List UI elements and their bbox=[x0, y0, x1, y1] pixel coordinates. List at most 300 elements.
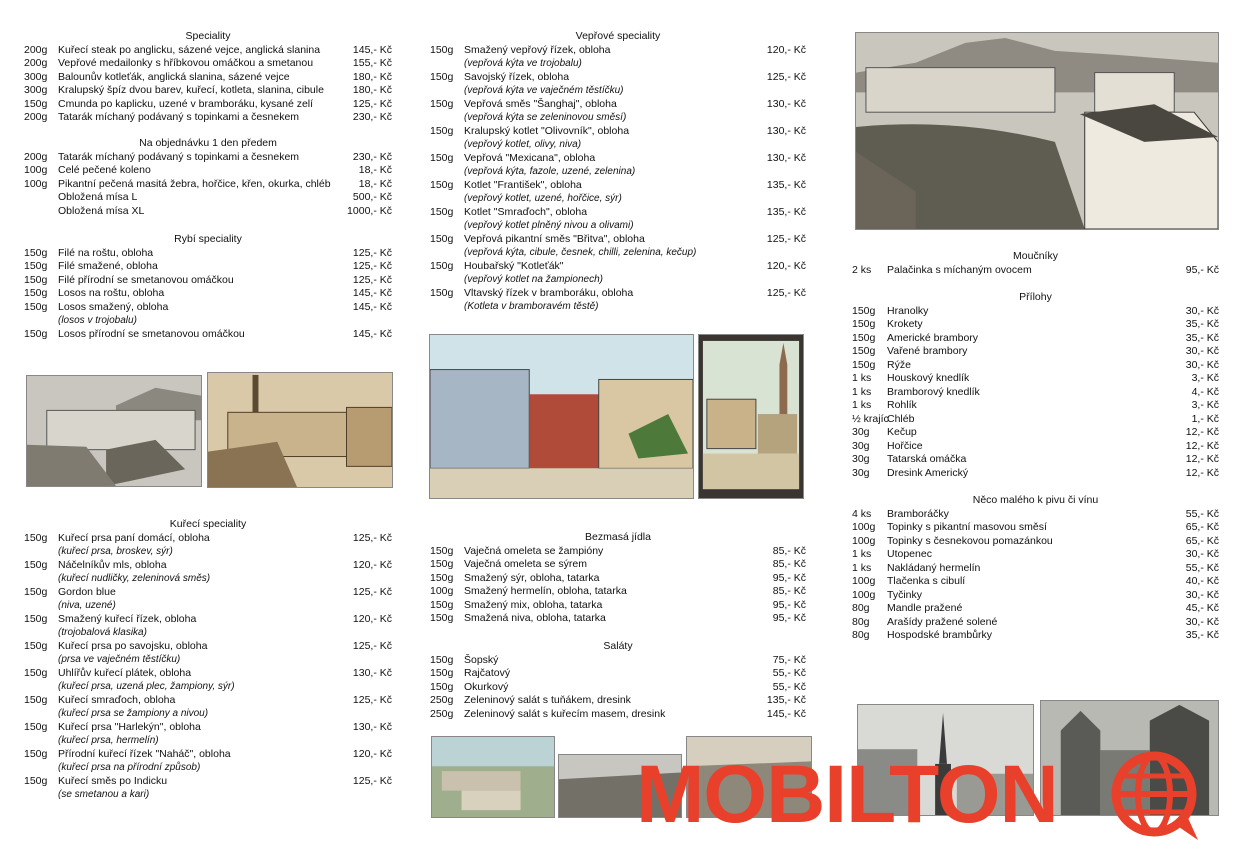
item-name: Rýže bbox=[887, 358, 911, 371]
item-price: 130,- Kč bbox=[766, 124, 806, 137]
item-quantity: 150g bbox=[852, 304, 876, 317]
item-name: Losos na roštu, obloha bbox=[58, 287, 165, 299]
item-quantity: 250g bbox=[430, 694, 454, 706]
menu-item bbox=[852, 440, 1219, 454]
item-name: Kuřecí prsa paní domácí, obloha bbox=[58, 531, 210, 544]
item-name: Šopský bbox=[464, 653, 499, 666]
item-name: Cmunda po kaplicku, uzené v bramboráku, kysané zelí bbox=[58, 97, 314, 110]
section-specialty bbox=[24, 30, 392, 125]
item-price: 12,- Kč bbox=[1185, 466, 1219, 479]
item-description bbox=[24, 314, 392, 328]
menu-item bbox=[430, 125, 806, 139]
item-quantity: 150g bbox=[24, 287, 48, 299]
item-price: 120,- Kč bbox=[766, 43, 806, 56]
item-name: Smažený mix, obloha, tatarka bbox=[464, 598, 603, 611]
item-price: 125,- Kč bbox=[352, 97, 392, 110]
item-quantity: 150g bbox=[24, 246, 48, 259]
item-description-text: (kuřecí prsa, uzená plec, žampiony, sýr) bbox=[58, 681, 235, 692]
logo-wordmark: MOBILTON bbox=[636, 749, 1058, 840]
item-quantity: 150g bbox=[24, 774, 48, 787]
menu-item bbox=[24, 98, 392, 112]
menu-item bbox=[852, 575, 1219, 589]
menu-item bbox=[24, 57, 392, 71]
item-price: 145,- Kč bbox=[352, 287, 392, 299]
item-quantity: 150g bbox=[430, 286, 454, 299]
item-price: 95,- Kč bbox=[772, 598, 806, 611]
item-quantity: 150g bbox=[430, 259, 454, 272]
menu-item bbox=[430, 287, 806, 301]
item-quantity: ½ krajíc bbox=[852, 412, 889, 425]
item-name: Obložená mísa L bbox=[58, 191, 138, 203]
item-quantity: 150g bbox=[24, 558, 48, 571]
item-price: 130,- Kč bbox=[352, 666, 392, 679]
menu-item bbox=[24, 164, 392, 178]
menu-item bbox=[24, 586, 392, 600]
item-description bbox=[24, 788, 392, 802]
mobilton-logo bbox=[636, 750, 1226, 840]
item-name: Rajčatový bbox=[464, 667, 511, 679]
item-quantity: 200g bbox=[24, 43, 48, 56]
menu-item bbox=[852, 535, 1219, 549]
item-price: 125,- Kč bbox=[766, 286, 806, 299]
menu-item bbox=[430, 152, 806, 166]
item-quantity: 150g bbox=[24, 97, 48, 110]
menu-item bbox=[430, 179, 806, 193]
menu-item bbox=[24, 328, 392, 342]
item-name: Pikantní pečená masitá žebra, hořčice, křen, okurka, chléb bbox=[58, 177, 331, 190]
item-quantity: 150g bbox=[430, 70, 454, 83]
item-quantity: 150g bbox=[430, 558, 454, 570]
item-price: 135,- Kč bbox=[766, 178, 806, 191]
item-price: 85,- Kč bbox=[772, 585, 806, 597]
section-title: Přílohy bbox=[1019, 291, 1052, 303]
item-quantity: 30g bbox=[852, 466, 870, 479]
menu-item bbox=[24, 111, 392, 125]
section-sides bbox=[852, 291, 1219, 480]
item-description-text: (vepřová kýta ve trojobalu) bbox=[464, 58, 582, 69]
item-name: Celé pečené koleno bbox=[58, 164, 151, 176]
item-name: Smažený hermelín, obloha, tatarka bbox=[464, 585, 627, 597]
item-quantity: 2 ks bbox=[852, 263, 872, 276]
item-quantity: 150g bbox=[430, 97, 454, 110]
item-name: Houskový knedlík bbox=[887, 372, 970, 384]
item-description-text: (niva, uzené) bbox=[58, 600, 116, 611]
item-price: 125,- Kč bbox=[352, 585, 392, 598]
item-quantity: 150g bbox=[24, 639, 48, 652]
item-quantity: 150g bbox=[24, 260, 48, 272]
panorama-photo-color bbox=[431, 736, 555, 818]
item-name: Okurkový bbox=[464, 680, 509, 693]
item-description-text: (vepřový kotlet plněný nivou a olivami) bbox=[464, 220, 634, 231]
item-description-text: (prsa ve vaječném těstíčku) bbox=[58, 654, 181, 665]
item-price: 125,- Kč bbox=[766, 232, 806, 245]
item-description-text: (trojobalová klasika) bbox=[58, 627, 147, 638]
item-name: Obložená mísa XL bbox=[58, 204, 145, 217]
item-price: 230,- Kč bbox=[352, 150, 392, 163]
item-price: 45,- Kč bbox=[1185, 602, 1219, 614]
item-quantity: 80g bbox=[852, 629, 870, 641]
item-quantity: 150g bbox=[430, 667, 454, 679]
item-name: Palačinka s míchaným ovocem bbox=[887, 263, 1032, 276]
item-name: Vařené brambory bbox=[887, 345, 968, 357]
item-quantity: 1 ks bbox=[852, 372, 872, 384]
item-quantity: 150g bbox=[430, 571, 454, 584]
menu-item bbox=[852, 616, 1219, 630]
item-price: 12,- Kč bbox=[1185, 426, 1219, 438]
item-quantity: 200g bbox=[24, 111, 48, 123]
section-title: Bezmasá jídla bbox=[585, 531, 651, 543]
item-price: 135,- Kč bbox=[766, 205, 806, 218]
menu-item bbox=[24, 260, 392, 274]
item-quantity: 150g bbox=[430, 612, 454, 624]
item-description-text: (losos v trojobalu) bbox=[58, 315, 137, 326]
item-price: 145,- Kč bbox=[352, 43, 392, 56]
item-name: Filé smažené, obloha bbox=[58, 260, 158, 272]
menu-item bbox=[852, 359, 1219, 373]
town-photo-grey-left bbox=[26, 375, 202, 487]
item-price: 145,- Kč bbox=[766, 707, 806, 720]
item-name: Gordon blue bbox=[58, 585, 116, 598]
item-name: Tatarák míchaný podávaný s topinkami a česnekem bbox=[58, 150, 300, 163]
item-quantity: 150g bbox=[24, 300, 48, 313]
item-name: Kotlet "František", obloha bbox=[464, 178, 582, 191]
item-price: 130,- Kč bbox=[352, 720, 392, 733]
item-quantity: 100g bbox=[852, 588, 876, 601]
menu-item bbox=[24, 301, 392, 315]
item-description bbox=[24, 626, 392, 640]
section-salads bbox=[430, 640, 806, 721]
menu-item bbox=[852, 332, 1219, 346]
item-name: Nakládaný hermelín bbox=[887, 561, 981, 574]
item-name: Hospodské brambůrky bbox=[887, 629, 993, 641]
item-price: 85,- Kč bbox=[772, 544, 806, 557]
section-fish bbox=[24, 233, 392, 341]
item-name: Zeleninový salát s kuřecím masem, dresink bbox=[464, 707, 666, 720]
menu-item bbox=[852, 562, 1219, 576]
menu-item bbox=[24, 640, 392, 654]
item-price: 125,- Kč bbox=[352, 774, 392, 787]
menu-item bbox=[24, 247, 392, 261]
item-name: Smažený vepřový řízek, obloha bbox=[464, 43, 611, 56]
item-quantity: 150g bbox=[24, 747, 48, 760]
item-price: 30,- Kč bbox=[1185, 304, 1219, 317]
item-quantity: 100g bbox=[852, 534, 876, 547]
item-quantity: 150g bbox=[24, 531, 48, 544]
section-title: Speciality bbox=[185, 30, 231, 42]
menu-item bbox=[852, 399, 1219, 413]
item-name: Vltavský řízek v bramboráku, obloha bbox=[464, 286, 634, 299]
menu-item bbox=[852, 589, 1219, 603]
item-price: 65,- Kč bbox=[1185, 521, 1219, 533]
item-quantity: 80g bbox=[852, 602, 870, 614]
menu-item bbox=[24, 721, 392, 735]
item-name: Losos přírodní se smetanovou omáčkou bbox=[58, 327, 245, 340]
item-description bbox=[430, 57, 806, 71]
item-name: Savojský řízek, obloha bbox=[464, 70, 570, 83]
menu-item bbox=[430, 681, 806, 695]
item-price: 30,- Kč bbox=[1185, 615, 1219, 628]
item-quantity: 150g bbox=[430, 232, 454, 245]
item-quantity: 300g bbox=[24, 70, 48, 83]
menu-item bbox=[24, 532, 392, 546]
menu-item bbox=[430, 694, 806, 708]
item-name: Dresink Americký bbox=[887, 466, 969, 479]
item-price: 500,- Kč bbox=[352, 191, 392, 203]
item-description-text: (kuřecí prsa, broskev, sýr) bbox=[58, 546, 173, 557]
item-quantity: 150g bbox=[852, 318, 876, 330]
item-description bbox=[24, 545, 392, 559]
item-price: 120,- Kč bbox=[352, 612, 392, 625]
item-price: 180,- Kč bbox=[352, 84, 392, 96]
menu-item bbox=[852, 508, 1219, 522]
menu-item bbox=[24, 191, 392, 205]
item-quantity: 150g bbox=[852, 358, 876, 371]
item-quantity: 30g bbox=[852, 426, 870, 438]
item-price: 145,- Kč bbox=[352, 300, 392, 313]
item-quantity: 1 ks bbox=[852, 399, 872, 411]
menu-item bbox=[430, 667, 806, 681]
item-quantity: 100g bbox=[430, 585, 454, 597]
item-quantity: 150g bbox=[430, 178, 454, 191]
menu-item bbox=[430, 572, 806, 586]
item-name: Hořčice bbox=[887, 439, 923, 452]
item-price: 125,- Kč bbox=[766, 70, 806, 83]
menu-item bbox=[430, 206, 806, 220]
menu-item bbox=[24, 748, 392, 762]
item-quantity: 30g bbox=[852, 439, 870, 452]
item-price: 95,- Kč bbox=[772, 571, 806, 584]
item-name: Smažená niva, obloha, tatarka bbox=[464, 612, 606, 624]
item-description bbox=[24, 707, 392, 721]
factory-photo-sepia bbox=[207, 372, 393, 488]
item-name: Vepřová směs "Šanghaj", obloha bbox=[464, 97, 617, 110]
item-description-text: (se smetanou a kari) bbox=[58, 789, 150, 800]
item-description bbox=[430, 138, 806, 152]
item-description bbox=[430, 273, 806, 287]
menu-item bbox=[852, 264, 1219, 278]
item-price: 30,- Kč bbox=[1185, 358, 1219, 371]
item-description bbox=[430, 192, 806, 206]
section-pork bbox=[430, 30, 806, 314]
menu-item bbox=[24, 667, 392, 681]
item-quantity: 150g bbox=[24, 327, 48, 340]
menu-item bbox=[24, 151, 392, 165]
item-quantity: 150g bbox=[430, 653, 454, 666]
item-quantity: 100g bbox=[24, 177, 48, 190]
item-description-text: (vepřový kotlet na žampionech) bbox=[464, 274, 603, 285]
item-quantity: 200g bbox=[24, 150, 48, 163]
item-price: 12,- Kč bbox=[1185, 439, 1219, 452]
menu-item bbox=[852, 521, 1219, 535]
item-description bbox=[24, 572, 392, 586]
item-price: 125,- Kč bbox=[352, 246, 392, 259]
item-quantity: 150g bbox=[24, 273, 48, 286]
menu-item bbox=[24, 178, 392, 192]
item-price: 95,- Kč bbox=[772, 612, 806, 624]
item-quantity: 150g bbox=[24, 720, 48, 733]
item-quantity: 150g bbox=[430, 124, 454, 137]
item-name: Rohlík bbox=[887, 399, 917, 411]
item-price: 130,- Kč bbox=[766, 151, 806, 164]
item-description bbox=[24, 761, 392, 775]
menu-item bbox=[430, 71, 806, 85]
item-name: Vaječná omeleta se žampióny bbox=[464, 544, 604, 557]
item-price: 95,- Kč bbox=[1185, 263, 1219, 276]
section-title: Vepřové speciality bbox=[575, 30, 661, 42]
menu-item bbox=[24, 775, 392, 789]
item-quantity: 4 ks bbox=[852, 507, 872, 520]
menu-item bbox=[852, 453, 1219, 467]
item-price: 3,- Kč bbox=[1191, 399, 1219, 411]
item-price: 30,- Kč bbox=[1185, 345, 1219, 357]
item-description-text: (vepřový kotlet, uzené, hořčice, sýr) bbox=[464, 193, 622, 204]
globe-icon bbox=[1088, 750, 1220, 840]
item-name: Utopenec bbox=[887, 548, 932, 560]
item-name: Vepřová pikantní směs "Břitva", obloha bbox=[464, 232, 645, 245]
item-price: 145,- Kč bbox=[352, 327, 392, 340]
menu-item bbox=[852, 602, 1219, 616]
menu-item bbox=[24, 694, 392, 708]
item-quantity: 150g bbox=[430, 151, 454, 164]
item-price: 40,- Kč bbox=[1185, 575, 1219, 587]
item-quantity: 100g bbox=[24, 164, 48, 176]
item-name: Kuřecí prsa po savojsku, obloha bbox=[58, 639, 208, 652]
item-price: 120,- Kč bbox=[352, 747, 392, 760]
town-photo-sepia-top bbox=[855, 32, 1219, 230]
item-quantity: 150g bbox=[24, 585, 48, 598]
item-name: Mandle pražené bbox=[887, 602, 963, 614]
item-price: 18,- Kč bbox=[358, 177, 392, 190]
item-price: 55,- Kč bbox=[1185, 507, 1219, 520]
item-quantity: 150g bbox=[430, 598, 454, 611]
item-name: Kralupský špíz dvou barev, kuřecí, kotleta, slanina, cibule bbox=[58, 84, 324, 96]
item-description-text: (vepřová kýta se zeleninovou směsí) bbox=[464, 112, 627, 123]
menu-item bbox=[852, 413, 1219, 427]
item-quantity: 150g bbox=[852, 345, 876, 357]
item-description bbox=[24, 680, 392, 694]
item-name: Kotlet "Smraďoch", obloha bbox=[464, 205, 588, 218]
item-quantity: 150g bbox=[24, 693, 48, 706]
item-quantity: 150g bbox=[24, 612, 48, 625]
menu-item bbox=[430, 260, 806, 274]
section-order-ahead bbox=[24, 137, 392, 218]
item-name: Chléb bbox=[887, 412, 915, 425]
item-quantity: 300g bbox=[24, 84, 48, 96]
item-description bbox=[24, 653, 392, 667]
item-name: Kuřecí směs po Indicku bbox=[58, 774, 168, 787]
menu-item bbox=[24, 44, 392, 58]
item-quantity: 1 ks bbox=[852, 548, 872, 560]
item-price: 230,- Kč bbox=[352, 111, 392, 123]
menu-item bbox=[430, 44, 806, 58]
item-name: Tyčinky bbox=[887, 588, 923, 601]
item-name: Arašídy pražené solené bbox=[887, 615, 998, 628]
item-price: 75,- Kč bbox=[772, 653, 806, 666]
item-name: Tatarská omáčka bbox=[887, 453, 967, 465]
menu-item bbox=[852, 372, 1219, 386]
menu-item bbox=[430, 599, 806, 613]
menu-item bbox=[430, 612, 806, 626]
item-name: Kuřecí prsa "Harlekýn", obloha bbox=[58, 720, 201, 733]
item-description-text: (kuřecí prsa na přírodní způsob) bbox=[58, 762, 201, 773]
menu-item bbox=[24, 205, 392, 219]
item-quantity: 80g bbox=[852, 615, 870, 628]
section-title: Něco malého k pivu či vínu bbox=[972, 494, 1099, 506]
item-price: 155,- Kč bbox=[352, 57, 392, 69]
menu-item bbox=[852, 467, 1219, 481]
item-name: Uhlířův kuřecí plátek, obloha bbox=[58, 666, 192, 679]
item-description bbox=[430, 219, 806, 233]
item-quantity: 1 ks bbox=[852, 385, 872, 398]
item-quantity: 100g bbox=[852, 521, 876, 533]
item-description-text: (vepřová kýta ve vaječném těstíčku) bbox=[464, 85, 624, 96]
menu-item bbox=[430, 545, 806, 559]
section-chicken bbox=[24, 518, 392, 802]
item-price: 55,- Kč bbox=[772, 680, 806, 693]
item-price: 35,- Kč bbox=[1185, 318, 1219, 330]
item-name: Bramborový knedlík bbox=[887, 385, 980, 398]
item-description bbox=[430, 165, 806, 179]
item-name: Topinky s česnekovou pomazánkou bbox=[887, 534, 1053, 547]
item-name: Kuřecí steak po anglicku, sázené vejce, anglická slanina bbox=[58, 43, 321, 56]
item-price: 55,- Kč bbox=[1185, 561, 1219, 574]
section-desserts bbox=[852, 250, 1219, 277]
item-name: Kralupský kotlet "Olivovník", obloha bbox=[464, 124, 630, 137]
item-name: Smažený sýr, obloha, tatarka bbox=[464, 571, 600, 584]
item-description-text: (Kotleta v bramboravém těstě) bbox=[464, 301, 599, 312]
item-price: 4,- Kč bbox=[1191, 385, 1219, 398]
item-price: 55,- Kč bbox=[772, 667, 806, 679]
item-quantity: 150g bbox=[430, 205, 454, 218]
menu-item bbox=[852, 345, 1219, 359]
menu-item bbox=[430, 98, 806, 112]
item-name: Vaječná omeleta se sýrem bbox=[464, 558, 587, 570]
menu-item bbox=[24, 274, 392, 288]
section-title: Rybí speciality bbox=[174, 233, 242, 245]
item-quantity: 250g bbox=[430, 707, 454, 720]
item-name: Vepřová "Mexicana", obloha bbox=[464, 151, 596, 164]
item-price: 125,- Kč bbox=[352, 639, 392, 652]
item-price: 120,- Kč bbox=[766, 259, 806, 272]
item-name: Americké brambory bbox=[887, 331, 979, 344]
item-quantity: 200g bbox=[24, 57, 48, 69]
item-description-text: (vepřová kýta, cibule, česnek, chilli, zelenina, kečup) bbox=[464, 247, 697, 258]
item-quantity: 150g bbox=[430, 680, 454, 693]
menu-item bbox=[24, 613, 392, 627]
menu-item bbox=[852, 305, 1219, 319]
item-price: 65,- Kč bbox=[1185, 534, 1219, 547]
item-description-text: (vepřová kýta, fazole, uzené, zelenina) bbox=[464, 166, 636, 177]
item-price: 1000,- Kč bbox=[347, 204, 392, 217]
section-snacks bbox=[852, 494, 1219, 643]
menu-item bbox=[430, 233, 806, 247]
menu-item bbox=[852, 629, 1219, 643]
postcard-colored-square bbox=[429, 334, 694, 499]
menu-item bbox=[24, 71, 392, 85]
item-name: Vepřové medailonky s hříbkovou omáčkou a smetanou bbox=[58, 57, 314, 69]
item-name: Filé přírodní se smetanovou omáčkou bbox=[58, 273, 234, 286]
item-price: 35,- Kč bbox=[1185, 629, 1219, 641]
section-meatless bbox=[430, 531, 806, 626]
item-name: Tlačenka s cibulí bbox=[887, 575, 966, 587]
section-title: Moučníky bbox=[1013, 250, 1058, 262]
item-description bbox=[430, 84, 806, 98]
menu-item bbox=[24, 559, 392, 573]
item-quantity: 150g bbox=[430, 544, 454, 557]
item-description-text: (kuřecí prsa, hermelín) bbox=[58, 735, 159, 746]
item-name: Hranolky bbox=[887, 304, 929, 317]
item-name: Tatarák míchaný podávaný s topinkami a česnekem bbox=[58, 111, 300, 123]
